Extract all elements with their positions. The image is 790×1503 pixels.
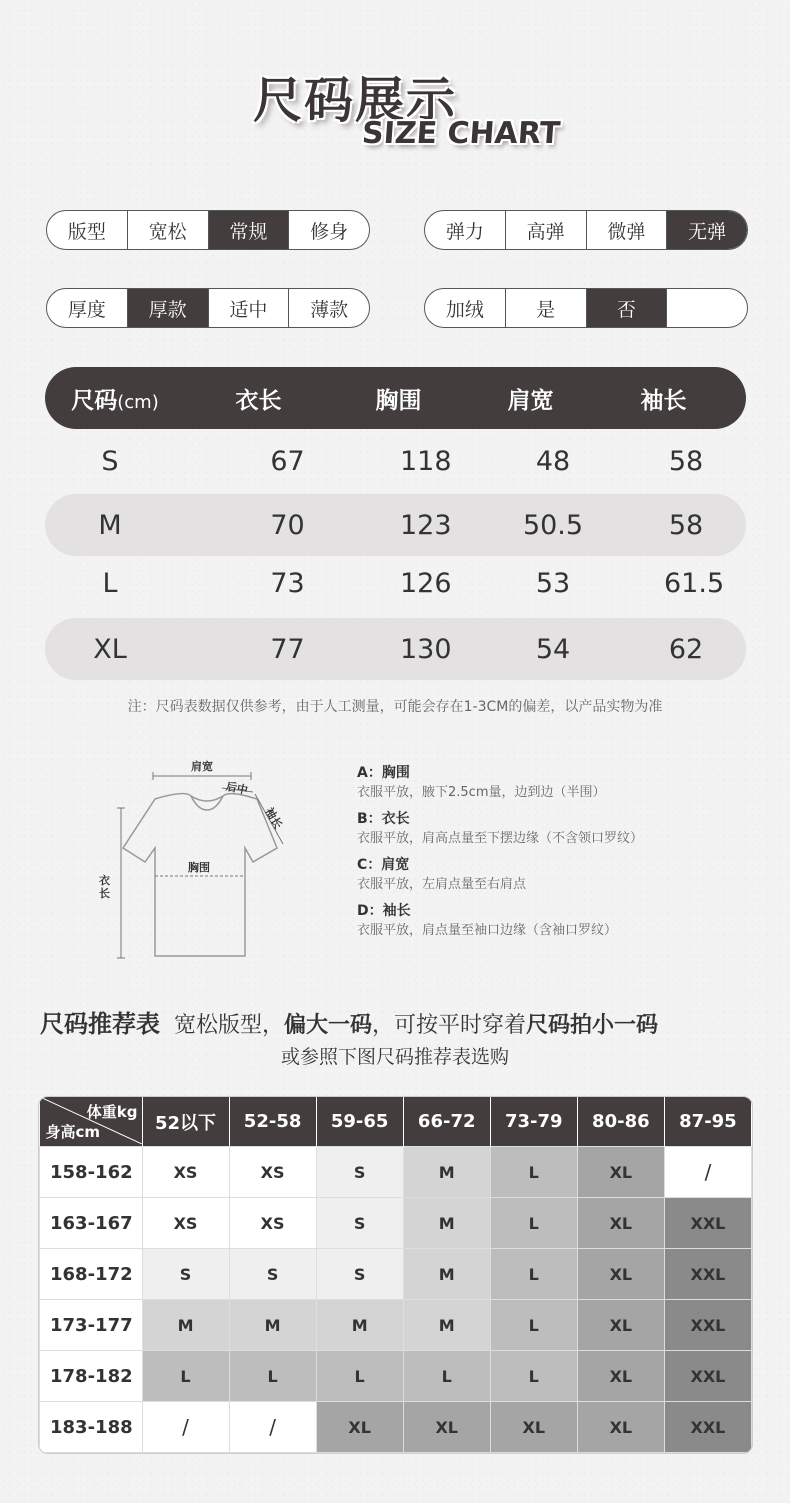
weight-header: 87-95 xyxy=(664,1097,751,1147)
size-cell: L xyxy=(403,1351,490,1402)
header-length: 衣长 xyxy=(235,387,282,414)
attr-label: 弹力 xyxy=(445,220,484,243)
attr-label: 加绒 xyxy=(445,298,484,321)
size-cell: L xyxy=(490,1351,577,1402)
measurement-note: 注：尺码表数据仅供参考，由于人工测量，可能会存在1-3CM的偏差，以产品实物为准 xyxy=(127,699,663,715)
corner-height: 身高cm xyxy=(45,1123,101,1141)
legend-title: A：胸围 xyxy=(357,765,410,781)
page-subtitle: SIZE CHART xyxy=(360,116,562,151)
attr-label: 版型 xyxy=(67,220,106,243)
attr-option-selected: 厚款 xyxy=(127,289,208,327)
label-length: 衣长 xyxy=(99,874,110,900)
height-cell: 158-162 xyxy=(40,1147,143,1198)
weight-header: 80-86 xyxy=(577,1097,664,1147)
size-cell: L xyxy=(490,1300,577,1351)
size-cell: M xyxy=(403,1249,490,1300)
size-cell: XS xyxy=(229,1198,316,1249)
size-cell: L xyxy=(490,1147,577,1198)
attr-option xyxy=(666,289,747,327)
attr-fit xyxy=(46,210,370,250)
label-shoulder: 肩宽 xyxy=(191,760,213,773)
cell-size: M xyxy=(98,509,122,541)
header-size xyxy=(45,382,185,415)
weight-header: 66-72 xyxy=(403,1097,490,1147)
cell-size: S xyxy=(101,445,119,477)
legend-title: B：衣长 xyxy=(357,811,410,827)
header-chest: 胸围 xyxy=(375,387,422,414)
rec-title: 尺码推荐表 xyxy=(40,1010,160,1038)
size-cell: XXL xyxy=(664,1198,751,1249)
weight-header: 52-58 xyxy=(229,1097,316,1147)
size-cell: S xyxy=(316,1249,403,1300)
size-cell: XL xyxy=(577,1147,664,1198)
page-title: 尺码展示 xyxy=(253,72,458,129)
size-cell: XS xyxy=(229,1147,316,1198)
size-cell: / xyxy=(664,1147,751,1198)
size-cell: M xyxy=(316,1300,403,1351)
attr-thickness xyxy=(46,288,370,328)
size-cell: XS xyxy=(142,1198,229,1249)
rec-emphasis: 偏大一码 xyxy=(284,1013,373,1038)
cell-size: L xyxy=(102,567,118,599)
label-chest: 胸围 xyxy=(188,861,210,874)
legend-item xyxy=(357,855,643,895)
rec-text: 宽松版型， xyxy=(174,1013,285,1038)
size-cell: XL xyxy=(403,1402,490,1453)
tshirt-diagram xyxy=(95,752,295,967)
cell-shoulder: 50.5 xyxy=(522,509,584,541)
cell-chest: 130 xyxy=(400,633,452,665)
size-cell: XL xyxy=(490,1402,577,1453)
corner-weight: 体重kg xyxy=(86,1103,138,1121)
header-shoulder: 肩宽 xyxy=(507,387,554,414)
legend-desc: 衣服平放，肩高点量至下摆边缘（不含领口罗纹） xyxy=(357,831,644,846)
attr-fleece xyxy=(424,288,748,328)
size-cell: XL xyxy=(577,1198,664,1249)
cell-sleeve: 58 xyxy=(668,509,704,541)
rec-row xyxy=(40,1402,752,1453)
height-cell: 183-188 xyxy=(40,1402,143,1453)
legend-title: C：肩宽 xyxy=(357,857,410,873)
header-unit: (cm) xyxy=(117,391,159,413)
cell-shoulder: 54 xyxy=(535,633,571,665)
size-table-header xyxy=(45,367,746,429)
cell-length: 70 xyxy=(270,509,305,541)
cell-sleeve: 61.5 xyxy=(664,567,725,599)
cell-size: XL xyxy=(93,633,127,665)
rec-row xyxy=(40,1351,752,1402)
header-size-label: 尺码 xyxy=(71,387,118,414)
size-cell: XXL xyxy=(664,1351,751,1402)
recommendation-heading xyxy=(40,1004,760,1039)
attr-option-selected: 常规 xyxy=(208,211,289,249)
size-cell: S xyxy=(316,1147,403,1198)
legend-title: D：袖长 xyxy=(357,903,411,919)
size-cell: M xyxy=(403,1147,490,1198)
size-cell: S xyxy=(316,1198,403,1249)
size-cell: S xyxy=(229,1249,316,1300)
rec-row xyxy=(40,1300,752,1351)
size-cell: / xyxy=(142,1402,229,1453)
size-cell: L xyxy=(490,1249,577,1300)
cell-length: 77 xyxy=(270,633,305,665)
measurement-legend xyxy=(357,763,643,947)
cell-chest: 126 xyxy=(400,567,452,599)
size-cell: M xyxy=(403,1300,490,1351)
size-cell: XXL xyxy=(664,1402,751,1453)
rec-row xyxy=(40,1147,752,1198)
height-cell: 178-182 xyxy=(40,1351,143,1402)
cell-length: 67 xyxy=(270,445,305,477)
header-sleeve: 袖长 xyxy=(640,387,687,414)
attr-option: 适中 xyxy=(208,289,289,327)
rec-row xyxy=(40,1249,752,1300)
size-cell: L xyxy=(490,1198,577,1249)
size-cell: M xyxy=(403,1198,490,1249)
size-row xyxy=(45,494,746,556)
height-cell: 163-167 xyxy=(40,1198,143,1249)
cell-shoulder: 53 xyxy=(535,567,571,599)
attr-option-selected: 无弹 xyxy=(666,211,747,249)
size-cell: XL xyxy=(316,1402,403,1453)
weight-header: 73-79 xyxy=(490,1097,577,1147)
attr-label: 厚度 xyxy=(67,298,106,321)
size-cell: / xyxy=(229,1402,316,1453)
legend-desc: 衣服平放，左肩点量至右肩点 xyxy=(357,877,527,892)
size-cell: XL xyxy=(577,1402,664,1453)
legend-desc: 衣服平放，肩点量至袖口边缘（含袖口罗纹） xyxy=(357,923,618,938)
legend-item xyxy=(357,763,643,803)
rec-row xyxy=(40,1198,752,1249)
cell-shoulder: 48 xyxy=(535,445,571,477)
label-back-neck: 后中 xyxy=(224,779,250,798)
cell-chest: 118 xyxy=(400,445,452,477)
legend-item xyxy=(357,901,643,941)
size-cell: XXL xyxy=(664,1300,751,1351)
cell-sleeve: 58 xyxy=(668,445,704,477)
attr-option: 微弹 xyxy=(586,211,667,249)
attr-option: 宽松 xyxy=(127,211,208,249)
attr-option: 是 xyxy=(505,289,586,327)
recommendation-table xyxy=(38,1096,753,1454)
height-cell: 168-172 xyxy=(40,1249,143,1300)
size-cell: XS xyxy=(142,1147,229,1198)
attr-elasticity xyxy=(424,210,748,250)
attr-option-selected: 否 xyxy=(586,289,667,327)
size-cell: XL xyxy=(577,1249,664,1300)
cell-length: 73 xyxy=(270,567,305,599)
size-cell: L xyxy=(142,1351,229,1402)
size-cell: XL xyxy=(577,1351,664,1402)
rec-emphasis: 尺码拍小一码 xyxy=(526,1013,659,1038)
size-row xyxy=(45,552,746,614)
cell-chest: 123 xyxy=(400,509,452,541)
weight-header: 52以下 xyxy=(142,1097,229,1147)
size-cell: XXL xyxy=(664,1249,751,1300)
size-cell: XL xyxy=(577,1300,664,1351)
size-row xyxy=(45,430,746,492)
rec-corner xyxy=(40,1097,143,1147)
weight-header: 59-65 xyxy=(316,1097,403,1147)
attr-option: 薄款 xyxy=(288,289,369,327)
size-cell: S xyxy=(142,1249,229,1300)
size-cell: L xyxy=(316,1351,403,1402)
cell-sleeve: 62 xyxy=(668,633,704,665)
size-cell: M xyxy=(229,1300,316,1351)
size-cell: M xyxy=(142,1300,229,1351)
attr-option: 修身 xyxy=(288,211,369,249)
height-cell: 173-177 xyxy=(40,1300,143,1351)
recommendation-subheading: 或参照下图尺码推荐表选购 xyxy=(280,1046,509,1068)
legend-desc: 衣服平放，腋下2.5cm量，边到边（半围） xyxy=(357,785,606,800)
size-row xyxy=(45,618,746,680)
size-cell: L xyxy=(229,1351,316,1402)
rec-header-row xyxy=(40,1097,752,1147)
legend-item xyxy=(357,809,643,849)
rec-text: ，可按平时穿着 xyxy=(372,1013,527,1038)
attr-option: 高弹 xyxy=(505,211,586,249)
label-sleeve: 袖长 xyxy=(262,805,285,832)
